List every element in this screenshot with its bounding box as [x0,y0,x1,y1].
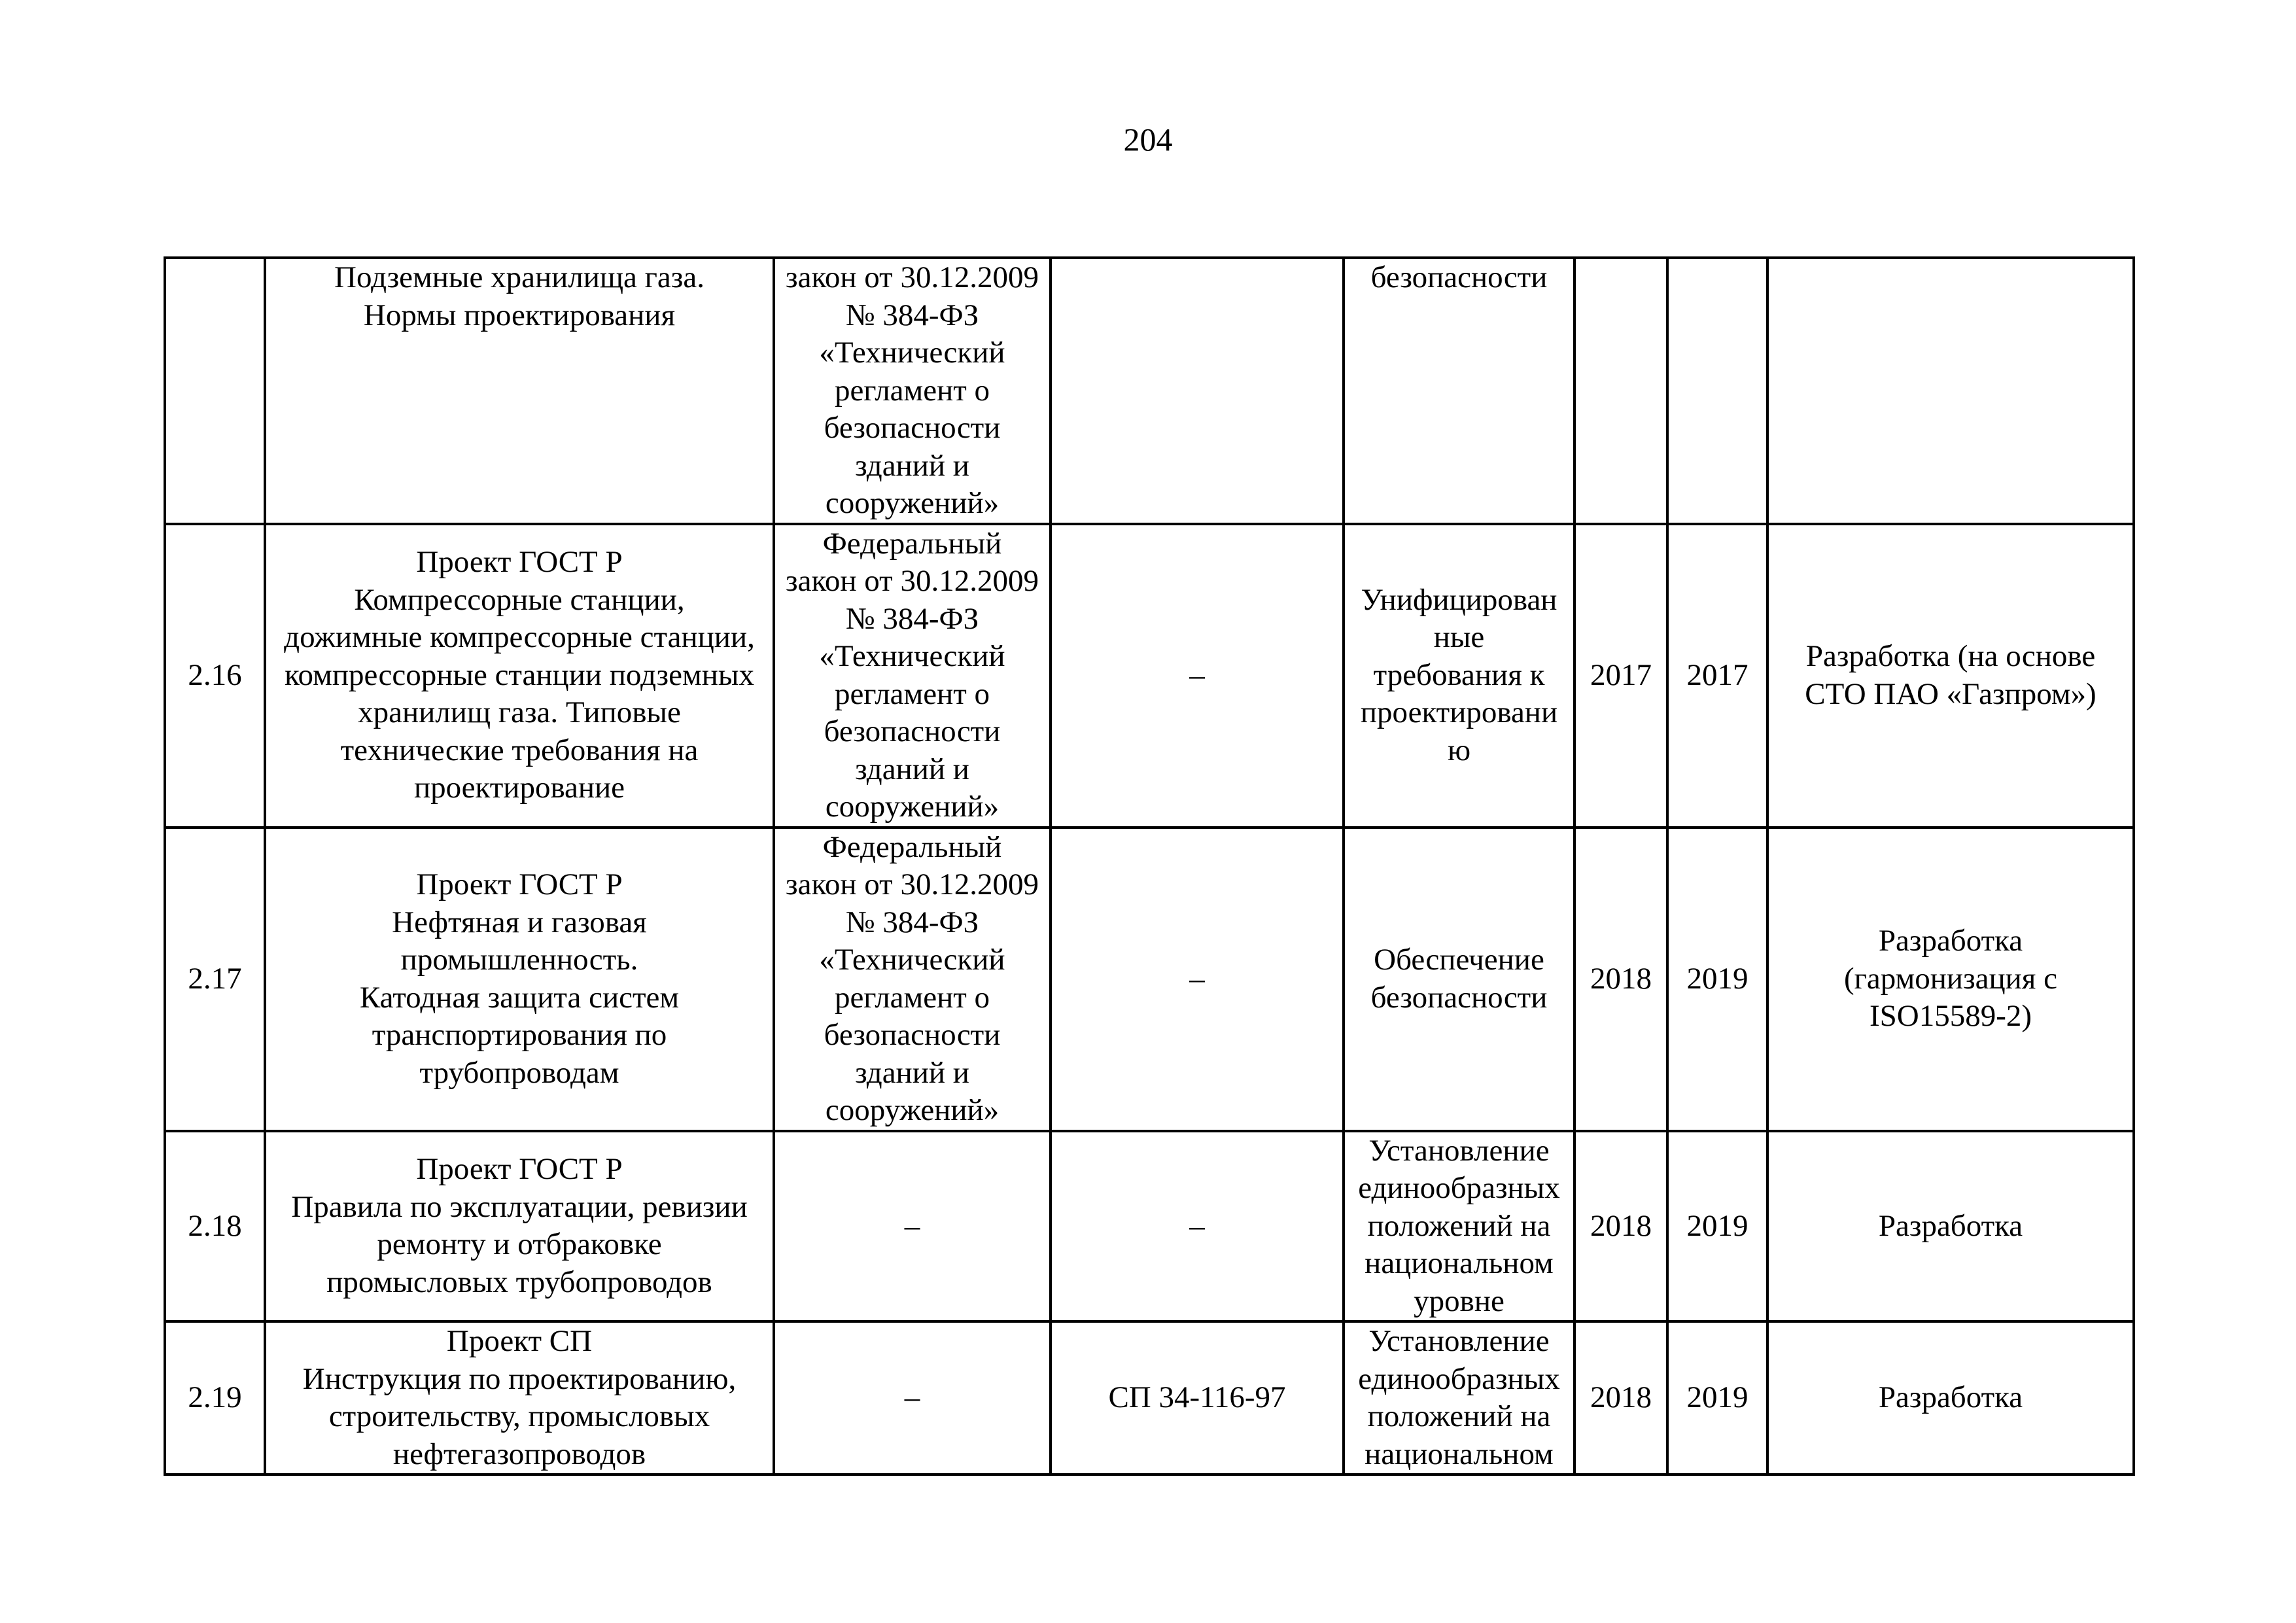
legal-basis-cell: Федеральный закон от 30.12.2009 № 384-ФЗ «Технический регламент о безопасности зданий и сооружений» [774,828,1051,1131]
item-number-cell: 2.16 [165,524,265,828]
table-row-2-17 [165,828,2134,1131]
standards-plan-table [164,256,2135,1476]
work-type-cell: Разработка (на основе СТО ПАО «Газпром») [1767,524,2134,828]
end-year-cell: 2017 [1667,524,1767,828]
replaced-document-cell: – [1051,1131,1344,1322]
legal-basis-cell: закон от 30.12.2009 № 384-ФЗ «Технический регламент о безопасности зданий и сооружений» [774,258,1051,524]
end-year-cell: 2019 [1667,828,1767,1131]
legal-basis-cell: Федеральный закон от 30.12.2009 № 384-ФЗ «Технический регламент о безопасности зданий и сооружений» [774,524,1051,828]
document-name-cell: Проект ГОСТ Р Компрессорные станции, дожимные компрессорные станции, компрессорные станции подземных хранилищ газа. Типовые технические требования на проектирование [265,524,774,828]
start-year-cell [1574,258,1667,524]
replaced-document-cell: СП 34-116-97 [1051,1321,1344,1475]
table-row-continuation [165,258,2134,524]
legal-basis-cell: – [774,1131,1051,1322]
end-year-cell: 2019 [1667,1321,1767,1475]
document-name-cell: Проект ГОСТ Р Нефтяная и газовая промышленность. Катодная защита систем транспортирования по трубопроводам [265,828,774,1131]
purpose-cell: безопасности [1344,258,1574,524]
end-year-cell [1667,258,1767,524]
table-row-2-19 [165,1321,2134,1475]
replaced-document-cell: – [1051,524,1344,828]
purpose-cell: Обеспечение безопасности [1344,828,1574,1131]
document-name-cell: Проект СП Инструкция по проектированию, строительству, промысловых нефтегазопроводов [265,1321,774,1475]
work-type-cell: Разработка (гармонизация с ISO15589-2) [1767,828,2134,1131]
work-type-cell [1767,258,2134,524]
purpose-cell: Унифицирован ные требования к проектировани ю [1344,524,1574,828]
item-number-cell: 2.19 [165,1321,265,1475]
document-name-cell: Подземные хранилища газа. Нормы проектирования [265,258,774,524]
work-type-cell: Разработка [1767,1131,2134,1322]
start-year-cell: 2018 [1574,1321,1667,1475]
item-number-cell: 2.18 [165,1131,265,1322]
start-year-cell: 2017 [1574,524,1667,828]
legal-basis-cell: – [774,1321,1051,1475]
table-row-2-16 [165,524,2134,828]
start-year-cell: 2018 [1574,1131,1667,1322]
end-year-cell: 2019 [1667,1131,1767,1322]
document-name-cell: Проект ГОСТ Р Правила по эксплуатации, ревизии ремонту и отбраковке промысловых трубопроводов [265,1131,774,1322]
work-type-cell: Разработка [1767,1321,2134,1475]
item-number-cell [165,258,265,524]
purpose-cell: Установление единообразных положений на национальном уровне [1344,1131,1574,1322]
item-number-cell: 2.17 [165,828,265,1131]
replaced-document-cell: – [1051,828,1344,1131]
purpose-cell: Установление единообразных положений на национальном [1344,1321,1574,1475]
start-year-cell: 2018 [1574,828,1667,1131]
page-number: 204 [1123,121,1173,158]
replaced-document-cell [1051,258,1344,524]
table-row-2-18 [165,1131,2134,1322]
